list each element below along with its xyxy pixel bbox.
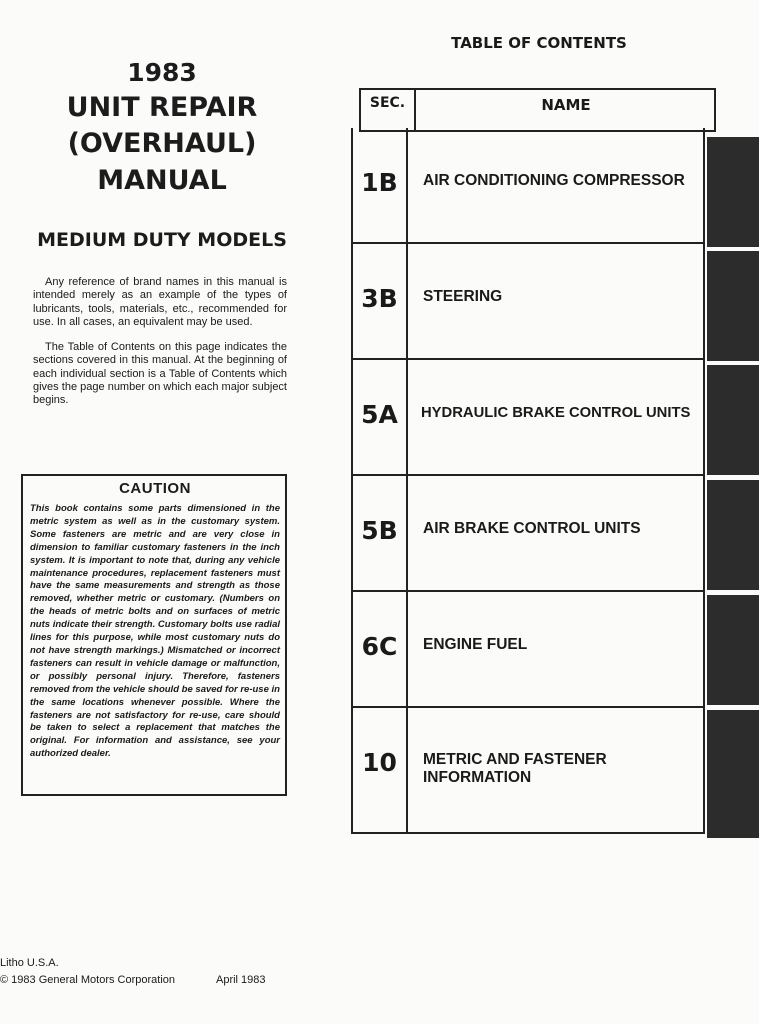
toc-header-row <box>359 88 716 132</box>
title-line-1: UNIT REPAIR <box>66 92 258 123</box>
toc-sec: 3B <box>353 244 408 358</box>
toc-sec: 10 <box>353 708 408 834</box>
publication-date: April 1983 <box>216 974 266 986</box>
litho-text: Litho U.S.A. <box>0 957 59 969</box>
toc-sec: 5A <box>353 360 408 474</box>
caution-box <box>21 474 287 796</box>
toc-row-5a[interactable] <box>353 360 703 476</box>
toc-section-name: METRIC AND FASTENER INFORMATION <box>423 751 607 786</box>
copyright-text: © 1983 General Motors Corporation <box>0 974 176 986</box>
toc-section-name: ENGINE FUEL <box>423 636 528 653</box>
toc-sec: 6C <box>353 592 408 706</box>
toc-section-name: AIR CONDITIONING COMPRESSOR <box>423 172 685 189</box>
toc-row-3b[interactable] <box>353 244 703 360</box>
title-line-3: MANUAL <box>97 164 227 196</box>
toc-row-10[interactable] <box>353 708 703 834</box>
intro-paragraph-2: The Table of Contents on this page indicates the sections covered in this manual. At the beginning of each individual section is a Table of Contents which gives the page number on which each major subject begins. <box>33 341 287 407</box>
manual-title <box>20 58 304 197</box>
title-line-2: (OVERHAUL) <box>67 128 257 160</box>
toc-row-6c[interactable] <box>353 592 703 708</box>
toc-section-name: AIR BRAKE CONTROL UNITS <box>423 520 641 537</box>
thumb-tab-6c[interactable] <box>707 595 759 705</box>
intro-text <box>33 276 287 420</box>
title-year: 1983 <box>127 58 197 87</box>
thumb-tab-5b[interactable] <box>707 480 759 590</box>
toc-header-sec: SEC. <box>361 90 416 130</box>
toc-header-name: NAME <box>541 96 591 114</box>
thumb-tab-10[interactable] <box>707 710 759 838</box>
toc-title: TABLE OF CONTENTS <box>451 34 627 52</box>
toc-table <box>351 128 705 834</box>
toc-section-name: STEERING <box>423 288 503 305</box>
thumb-tab-5a[interactable] <box>707 365 759 475</box>
caution-text: This book contains some parts dimensioned in the metric system as well as in the customary system. Some fasteners are metric and are very close in dimension to familiar customary fasteners in the inch system. It is important to note that, during any vehicle maintenance procedures, replacement fasteners must have the same measurements and strength as those removed, whether metric or customary. (Numbers on the heads of metric bolts and on surfaces of metric nuts indicate their strength. Customary bolts use radial lines for this purpose, while most customary nuts do not have strength markings.) Mismatched or incorrect fasteners can result in vehicle damage or malfunction, or possibly personal injury. Therefore, fasteners removed from the vehicle should be saved for re-use in the same locations whenever possible. Where the fasteners are not satisfactory for re-use, care should be taken to select a replacement that matches the original. For information and assistance, see your authorized dealer. <box>30 503 280 760</box>
thumb-tab-1b[interactable] <box>707 137 759 247</box>
toc-sec: 5B <box>353 476 408 590</box>
thumb-tab-3b[interactable] <box>707 251 759 361</box>
manual-subtitle: MEDIUM DUTY MODELS <box>37 229 287 251</box>
toc-row-1b[interactable] <box>353 128 703 244</box>
toc-sec: 1B <box>353 128 408 242</box>
intro-paragraph-1: Any reference of brand names in this manual is intended merely as an example of the types of lubricants, tools, materials, etc., recommended for use. In all cases, an equivalent may be used. <box>33 276 287 328</box>
toc-section-name: HYDRAULIC BRAKE CONTROL UNITS <box>421 405 691 421</box>
footer <box>0 955 175 989</box>
caution-title: CAUTION <box>119 480 191 497</box>
toc-row-5b[interactable] <box>353 476 703 592</box>
